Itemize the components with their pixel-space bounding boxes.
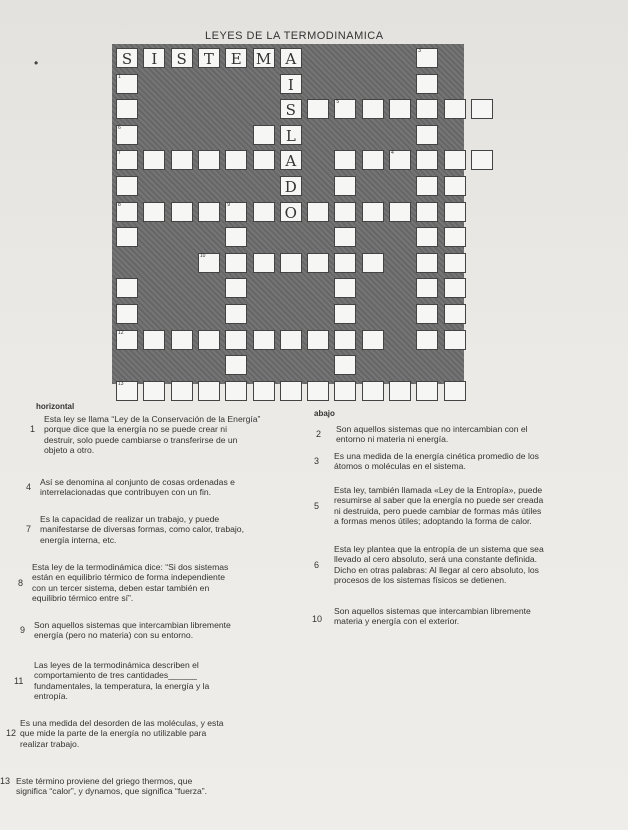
cell-number: 4 (391, 150, 394, 157)
grid-cell[interactable] (444, 278, 466, 298)
handwritten-letter: S (176, 50, 187, 68)
clue-number: 9 (20, 625, 26, 635)
horizontal-clue-12 (6, 718, 300, 749)
grid-cell[interactable] (171, 330, 193, 350)
cell-number: 9 (227, 201, 230, 208)
clue-number: 6 (314, 560, 320, 570)
grid-cell[interactable] (198, 202, 220, 222)
cell-number: 10 (199, 252, 206, 259)
clue-text: Esta ley se llama “Ley de la Conservación de la Energía” porque dice que la energía no se puede crear ni destruir, solo puede cambiarse o transferirse de un objeto a otro. (44, 414, 261, 456)
grid-cell[interactable] (444, 176, 466, 196)
clue-number: 3 (314, 456, 320, 466)
horizontal-clue-11 (14, 660, 304, 702)
grid-cell[interactable] (253, 330, 275, 350)
clue-text: Son aquellos sistemas que no intercambian con el entorno ni materia ni energía. (336, 424, 528, 445)
grid-cell[interactable] (416, 381, 438, 401)
cell-number: 8 (118, 201, 121, 208)
grid-cell[interactable] (253, 48, 275, 68)
grid-cell[interactable] (280, 330, 302, 350)
grid-cell[interactable] (307, 202, 329, 222)
grid-cell[interactable] (307, 99, 329, 119)
horizontal-clue-4 (26, 477, 310, 498)
vertical-clue-3 (314, 451, 618, 472)
grid-cell[interactable] (334, 150, 356, 170)
handwritten-letter: T (203, 50, 214, 68)
horizontal-clue-1 (30, 414, 314, 456)
grid-cell[interactable] (116, 278, 138, 298)
grid-cell[interactable] (362, 253, 384, 273)
grid-cell[interactable] (116, 150, 138, 170)
grid-cell[interactable] (143, 381, 165, 401)
grid-cell[interactable] (362, 381, 384, 401)
grid-cell[interactable] (416, 227, 438, 247)
grid-cell[interactable] (253, 253, 275, 273)
grid-cell[interactable] (334, 227, 356, 247)
grid-cell[interactable] (116, 125, 138, 145)
grid-cell[interactable] (416, 202, 438, 222)
grid-cell[interactable] (444, 150, 466, 170)
horizontal-clue-9 (20, 620, 304, 641)
handwritten-letter: I (151, 50, 158, 68)
grid-cell[interactable] (143, 150, 165, 170)
handwritten-letter: M (255, 50, 272, 68)
grid-cell[interactable] (334, 202, 356, 222)
grid-cell[interactable] (171, 48, 193, 68)
grid-cell[interactable] (225, 227, 247, 247)
grid-cell[interactable] (225, 330, 247, 350)
grid-cell[interactable] (225, 304, 247, 324)
clue-text: Esta ley plantea que la entropía de un sistema que sea llevado al cero absoluto, será una constante definida. Dicho en otras palabras: Al llegar al cero absoluto, los procesos de los sistemas físicos se detienen. (334, 544, 544, 586)
grid-cell[interactable] (280, 125, 302, 145)
handwritten-letter: A (285, 152, 297, 171)
grid-cell[interactable] (334, 355, 356, 375)
grid-cell[interactable] (116, 99, 138, 119)
handwritten-letter: L (285, 126, 296, 145)
handwritten-letter: O (284, 203, 297, 222)
grid-cell[interactable] (416, 74, 438, 94)
grid-cell[interactable] (416, 125, 438, 145)
crossword-title: LEYES DE LA TERMODINAMICA (205, 30, 384, 42)
grid-cell[interactable] (362, 202, 384, 222)
grid-cell[interactable] (444, 381, 466, 401)
grid-cell[interactable] (362, 99, 384, 119)
grid-cell[interactable] (116, 381, 138, 401)
grid-cell[interactable] (116, 48, 138, 68)
handwritten-letter: D (284, 178, 297, 196)
grid-cell[interactable] (334, 304, 356, 324)
grid-cell[interactable] (334, 253, 356, 273)
grid-cell[interactable] (389, 202, 411, 222)
vertical-clue-6 (314, 544, 618, 586)
grid-cell[interactable] (444, 304, 466, 324)
grid-cell[interactable] (280, 48, 302, 68)
vertical-clue-5 (314, 485, 618, 527)
grid-cell[interactable] (416, 253, 438, 273)
grid-cell[interactable] (116, 330, 138, 350)
grid-cell[interactable] (444, 99, 466, 119)
grid-cell[interactable] (280, 381, 302, 401)
grid-cell[interactable] (225, 150, 247, 170)
grid-cell[interactable] (471, 150, 493, 170)
vertical-clue-10 (312, 606, 618, 627)
grid-cell[interactable] (225, 48, 247, 68)
grid-cell[interactable] (171, 150, 193, 170)
clue-number: 2 (316, 429, 322, 439)
vertical-header: abajo (314, 409, 335, 418)
grid-cell[interactable] (389, 99, 411, 119)
grid-cell[interactable] (389, 150, 411, 170)
grid-cell[interactable] (362, 150, 384, 170)
handwritten-letter: E (230, 50, 242, 68)
grid-cell[interactable] (307, 381, 329, 401)
grid-cell[interactable] (362, 330, 384, 350)
grid-cell[interactable] (143, 202, 165, 222)
clue-text: Son aquellos sistemas que intercambian libremente energía (pero no materia) con su entorno. (34, 620, 231, 641)
grid-cell[interactable] (416, 278, 438, 298)
grid-cell[interactable] (198, 330, 220, 350)
grid-cell[interactable] (116, 176, 138, 196)
grid-cell[interactable] (471, 99, 493, 119)
cell-number: 3 (418, 48, 422, 54)
grid-cell[interactable] (225, 355, 247, 375)
cell-number: 6 (118, 124, 121, 131)
grid-cell[interactable] (416, 48, 438, 68)
grid-cell[interactable] (389, 381, 411, 401)
grid-cell[interactable] (143, 48, 165, 68)
grid-cell[interactable] (143, 330, 165, 350)
grid-cell[interactable] (253, 202, 275, 222)
grid-cell[interactable] (444, 227, 466, 247)
grid-cell[interactable] (334, 176, 356, 196)
clue-number: 1 (30, 424, 36, 434)
grid-cell[interactable] (444, 202, 466, 222)
handwritten-letter: A (285, 50, 297, 68)
horizontal-clue-13 (0, 776, 296, 797)
grid-cell[interactable] (416, 99, 438, 119)
grid-cell[interactable] (116, 74, 138, 94)
clue-number: 13 (0, 776, 11, 786)
clue-text: Son aquellos sistemas que intercambian libremente materia y energía con el exterior. (334, 606, 531, 627)
grid-cell[interactable] (225, 278, 247, 298)
handwritten-letter: S (285, 101, 296, 120)
grid-cell[interactable] (334, 99, 356, 119)
clue-number: 11 (14, 676, 24, 686)
horizontal-clue-8 (18, 562, 312, 604)
cell-number: 1 (118, 73, 121, 80)
clue-number: 8 (18, 578, 24, 588)
grid-cell[interactable] (116, 227, 138, 247)
grid-cell[interactable] (416, 330, 438, 350)
grid-cell[interactable] (307, 330, 329, 350)
grid-cell[interactable] (416, 150, 438, 170)
grid-cell[interactable] (225, 202, 247, 222)
vertical-clue-2 (316, 424, 620, 445)
clue-text: Es la capacidad de realizar un trabajo, y puede manifestarse de diversas formas, como calor, trabajo, energía interna, etc. (40, 514, 244, 545)
grid-cell[interactable] (334, 278, 356, 298)
horizontal-clue-7 (26, 514, 310, 545)
grid-cell[interactable] (253, 381, 275, 401)
grid-cell[interactable] (198, 253, 220, 273)
grid-cell[interactable] (280, 99, 302, 119)
horizontal-header: horizontal (36, 402, 75, 411)
grid-cell[interactable] (334, 381, 356, 401)
grid-cell[interactable] (171, 202, 193, 222)
cell-number: 13 (118, 380, 124, 387)
clue-text: Las leyes de la termodinámica describen el comportamiento de tres cantidades______ fundamentales, la temperatura, la energía y la entropía. (34, 660, 210, 702)
grid-cell[interactable] (171, 381, 193, 401)
cell-number: 5 (336, 99, 340, 106)
grid-cell[interactable] (116, 202, 138, 222)
cell-number: 7 (118, 150, 121, 157)
clue-text: Así se denomina al conjunto de cosas ordenadas e interrelacionadas que contribuyen con un fin. (40, 477, 235, 498)
grid-cell[interactable] (280, 176, 302, 196)
handwritten-letter: S (121, 50, 133, 68)
cell-number: 12 (118, 329, 124, 336)
crossword-grid (112, 44, 464, 387)
grid-cell[interactable] (444, 330, 466, 350)
grid-cell[interactable] (198, 381, 220, 401)
grid-cell[interactable] (225, 381, 247, 401)
clue-text: Es una medida del desorden de las moléculas, y esta que mide la parte de la energía no utilizable para realizar trabajo. (20, 718, 224, 749)
grid-cell[interactable] (280, 74, 302, 94)
grid-cell[interactable] (416, 304, 438, 324)
grid-cell[interactable] (225, 253, 247, 273)
clue-number: 5 (314, 501, 320, 511)
clue-number: 10 (312, 614, 323, 624)
clue-number: 7 (26, 524, 32, 534)
clue-number: 12 (6, 728, 17, 738)
clue-number: 4 (26, 482, 32, 492)
clue-text: Es una medida de la energía cinética promedio de los átomos o moléculas en el sistema. (334, 451, 539, 472)
grid-cell[interactable] (198, 150, 220, 170)
pencil-mark: • (34, 56, 39, 70)
grid-cell[interactable] (253, 125, 275, 145)
grid-cell[interactable] (416, 176, 438, 196)
grid-cell[interactable] (280, 150, 302, 170)
grid-cell[interactable] (444, 253, 466, 273)
grid-cell[interactable] (253, 150, 275, 170)
clue-text: Esta ley de la termodinámica dice: “Si dos sistemas están en equilibrio térmico de forma independiente con un tercer sistema, deben estar también en equilibrio térmico entre sí”. (32, 562, 229, 604)
clue-text: Este término proviene del griego thermos, que significa “calor”, y dynamos, que significa “fuerza”. (16, 776, 208, 797)
grid-cell[interactable] (307, 253, 329, 273)
grid-cell[interactable] (334, 330, 356, 350)
grid-cell[interactable] (280, 253, 302, 273)
grid-cell[interactable] (116, 304, 138, 324)
handwritten-letter: I (287, 75, 294, 94)
clue-text: Esta ley, también llamada «Ley de la Entropía», puede resumirse al saber que la energía no puede ser creada ni destruida, pero puede cambiar de formas más útiles a formas menos útiles; adoptando la forma de calor. (334, 485, 544, 527)
grid-cell[interactable] (280, 202, 302, 222)
grid-cell[interactable] (198, 48, 220, 68)
